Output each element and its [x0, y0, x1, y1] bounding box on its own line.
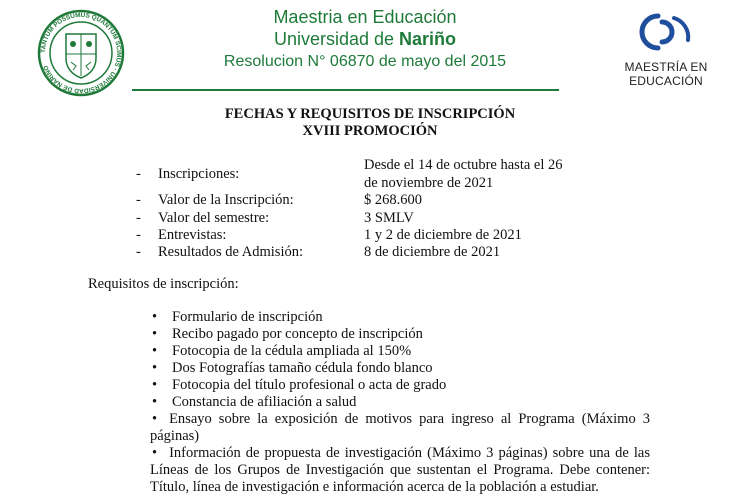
bullet-marker: •	[152, 394, 158, 410]
requirement-item	[150, 394, 650, 411]
requirement-item	[150, 377, 650, 394]
dash-marker: -	[136, 166, 141, 182]
date-label: Inscripciones:	[158, 166, 240, 182]
date-value: 8 de diciembre de 2021	[364, 244, 501, 260]
header-divider	[132, 89, 559, 91]
university-name	[200, 28, 530, 50]
logo-line-2: EDUCACIÓN	[629, 74, 703, 88]
requirement-text: Información de propuesta de investigación (Máximo 3 páginas) sobre una de las Líneas de los Grupos de Investigación que sustentan el Programa. Debe contener: Título, línea de investigación e información acerca de la población a estudiar.	[150, 445, 650, 495]
requirement-text: Recibo pagado por concepto de inscripción	[172, 326, 423, 342]
requirement-text: Fotocopia del título profesional o acta de grado	[172, 377, 447, 393]
bullet-marker: •	[152, 377, 158, 393]
date-value: $ 268.600	[364, 192, 422, 208]
university-seal-icon	[36, 8, 126, 98]
bullet-marker: •	[152, 360, 158, 376]
dates-row-valor-inscripcion	[136, 192, 656, 210]
date-value: 1 y 2 de diciembre de 2021	[364, 227, 522, 243]
dates-row-resultados	[136, 244, 656, 261]
requirement-text: Ensayo sobre la exposición de motivos para ingreso al Programa (Máximo 3 páginas)	[150, 411, 650, 444]
bullet-marker: •	[152, 343, 158, 359]
university-name-prefix: Universidad de	[273, 29, 400, 49]
dash-marker: -	[136, 210, 141, 226]
bullet-marker: •	[152, 326, 158, 342]
bullet-marker: •	[152, 445, 158, 461]
requirement-text: Formulario de inscripción	[172, 309, 323, 325]
dates-row-inscripciones	[136, 156, 656, 192]
dash-marker: -	[136, 227, 141, 243]
requirement-text: Dos Fotografías tamaño cédula fondo blanco	[172, 360, 433, 376]
program-logo-text	[610, 60, 722, 88]
date-label: Entrevistas:	[158, 227, 227, 243]
logo-line-1: MAESTRÍA EN	[624, 60, 708, 74]
date-label: Resultados de Admisión:	[158, 244, 303, 260]
dates-list	[136, 156, 656, 261]
title-line-1: FECHAS Y REQUISITOS DE INSCRIPCIÓN	[224, 106, 516, 122]
title-line-2: XVIII PROMOCIÓN	[302, 123, 438, 139]
dash-marker: -	[136, 244, 141, 260]
date-label: Valor de la Inscripción:	[158, 192, 294, 208]
program-logo-icon	[636, 10, 696, 60]
dash-marker: -	[136, 192, 141, 208]
requirement-item	[150, 360, 650, 377]
requirements-list	[150, 309, 650, 496]
requirement-item	[150, 343, 650, 360]
requirement-item	[150, 326, 650, 343]
bullet-marker: •	[152, 411, 158, 427]
resolution-line: Resolucion N° 06870 de mayo del 2015	[223, 53, 507, 70]
dates-row-valor-semestre	[136, 210, 656, 227]
requirement-item	[150, 309, 650, 326]
program-name: Maestria en Educación	[273, 7, 457, 27]
requirement-text: Constancia de afiliación a salud	[172, 394, 357, 410]
requirements-heading: Requisitos de inscripción:	[88, 276, 239, 292]
requirement-item	[150, 411, 650, 445]
document-header	[200, 6, 530, 74]
document-title	[160, 106, 580, 140]
dates-row-entrevistas	[136, 227, 656, 244]
date-value: Desde el 14 de octubre hasta el 26 de noviembre de 2021	[364, 157, 563, 191]
date-label: Valor del semestre:	[158, 210, 270, 226]
university-name-bold: Nariño	[399, 29, 457, 49]
requirement-text: Fotocopia de la cédula ampliada al 150%	[172, 343, 412, 359]
date-value: 3 SMLV	[364, 210, 414, 226]
requirement-item	[150, 445, 650, 496]
seal-text: TANTUM POSSUMUS QUANTUM SCIMUS · UNIVERSIDAD DE NARIÑO	[39, 11, 123, 95]
bullet-marker: •	[152, 309, 158, 325]
